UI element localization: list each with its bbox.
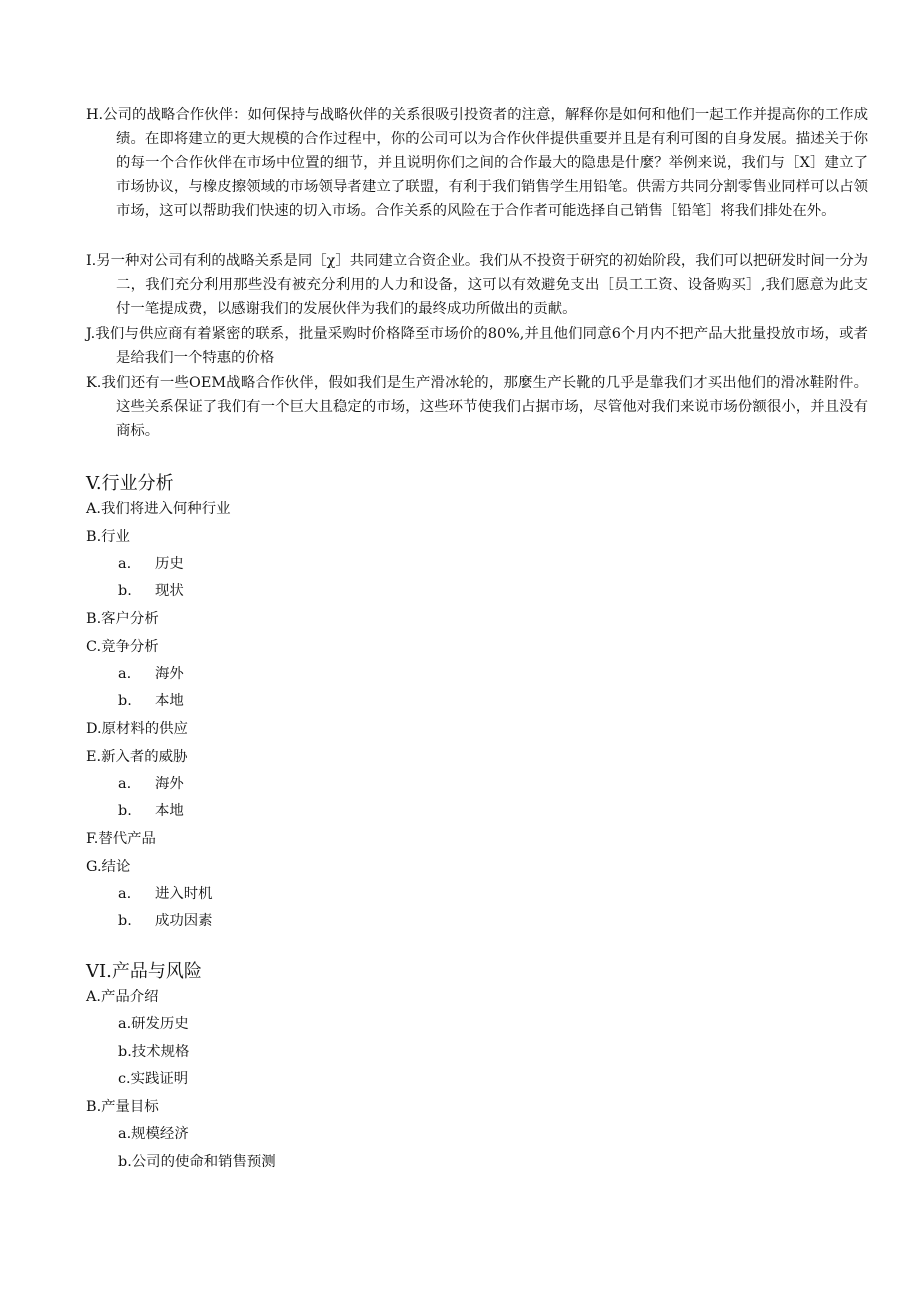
customer-analysis-item: B.客户分析 [86,611,159,627]
industry-item-b: B.行业 [86,529,130,545]
competition-sub-b [118,690,184,712]
paragraph-j-suppliers: J.我们与供应商有着紧密的联系，批量采购时价格降至市场价的80%,并且他们同意6个月内不把产品大批量投放市场，或者是给我们一个特惠的价格 [86,326,868,366]
list-text: 海外 [155,776,184,792]
industry-b-sub-b [118,580,184,602]
section-v-title: V.行业分析 [86,473,174,494]
list-text: 现状 [155,583,184,599]
substitutes-item: F.替代产品 [86,831,156,847]
new-entrants-sub-b [118,800,184,822]
list-text: 进入时机 [155,886,213,902]
paragraph-i-joint-venture: I.另一种对公司有利的战略关系是同［χ］共同建立合资企业。我们从不投资于研究的初始阶段，我们可以把研发时间一分为二，我们充分利用那些没有被充分利用的人力和设备，这可以有效避免支出［员工工资、设备购买］,我们愿意为此支付一笔提成费，以感谢我们的发展伙伴为我们的最终成功所做出的贡献。 [86,253,868,317]
list-marker: b. [118,913,132,929]
list-marker: a. [118,776,132,792]
list-text: 历史 [155,556,184,572]
list-text: 本地 [155,803,184,819]
list-marker: a. [118,556,132,572]
list-marker: b. [118,583,132,599]
raw-material-item: D.原材料的供应 [86,721,188,737]
list-marker: b. [118,693,132,709]
list-text: 海外 [155,666,184,682]
competition-sub-a [118,663,184,685]
product-intro-sub-b: b.技术规格 [118,1044,190,1060]
section-vi-title: VI.产品与风险 [86,961,202,982]
paragraph-k-oem-partners: K.我们还有一些OEM战略合作伙伴，假如我们是生产滑冰轮的，那麼生产长靴的几乎是靠我们才买出他们的滑冰鞋附件。这些关系保证了我们有一个巨大且稳定的市场，这些环节使我们占据市场，尽管他对我们来说市场份额很小，并且没有商标。 [86,375,868,439]
production-target-item: B.产量目标 [86,1099,159,1115]
new-entrants-sub-a [118,773,184,795]
new-entrants-item: E.新入者的威胁 [86,749,188,765]
production-target-sub-a: a.规模经济 [118,1126,189,1142]
industry-b-sub-a [118,553,184,575]
list-text: 本地 [155,693,184,709]
list-marker: b. [118,803,132,819]
list-marker: a. [118,666,132,682]
paragraph-h-strategic-partners: H.公司的战略合作伙伴：如何保持与战略伙伴的关系很吸引投资者的注意，解释你是如何和他们一起工作并提高你的工作成绩。在即将建立的更大规模的合作过程中，你的公司可以为合作伙伴提供重要并且是有利可图的自身发展。描述关于你的每一个合作伙伴在市场中位置的细节，并且说明你们之间的合作最大的隐患是什麼？举例来说，我们与［X］建立了市场协议，与橡皮擦领域的市场领导者建立了联盟，有利于我们销售学生用铅笔。供需方共同分割零售业同样可以占领市场，这可以帮助我们快速的切入市场。合作关系的风险在于合作者可能选择自己销售［铅笔］将我们排处在外。 [86,107,868,219]
production-target-sub-b: b.公司的使命和销售预测 [118,1154,276,1170]
conclusion-item: G.结论 [86,859,131,875]
list-marker: a. [118,886,132,902]
conclusion-sub-b [118,910,213,932]
conclusion-sub-a [118,883,213,905]
industry-item-a: A.我们将进入何种行业 [86,501,231,517]
product-intro-sub-a: a.研发历史 [118,1016,189,1032]
competition-analysis-item: C.竞争分析 [86,639,159,655]
product-intro-sub-c: c.实践证明 [118,1071,189,1087]
list-text: 成功因素 [155,913,213,929]
product-intro-item: A.产品介绍 [86,989,159,1005]
